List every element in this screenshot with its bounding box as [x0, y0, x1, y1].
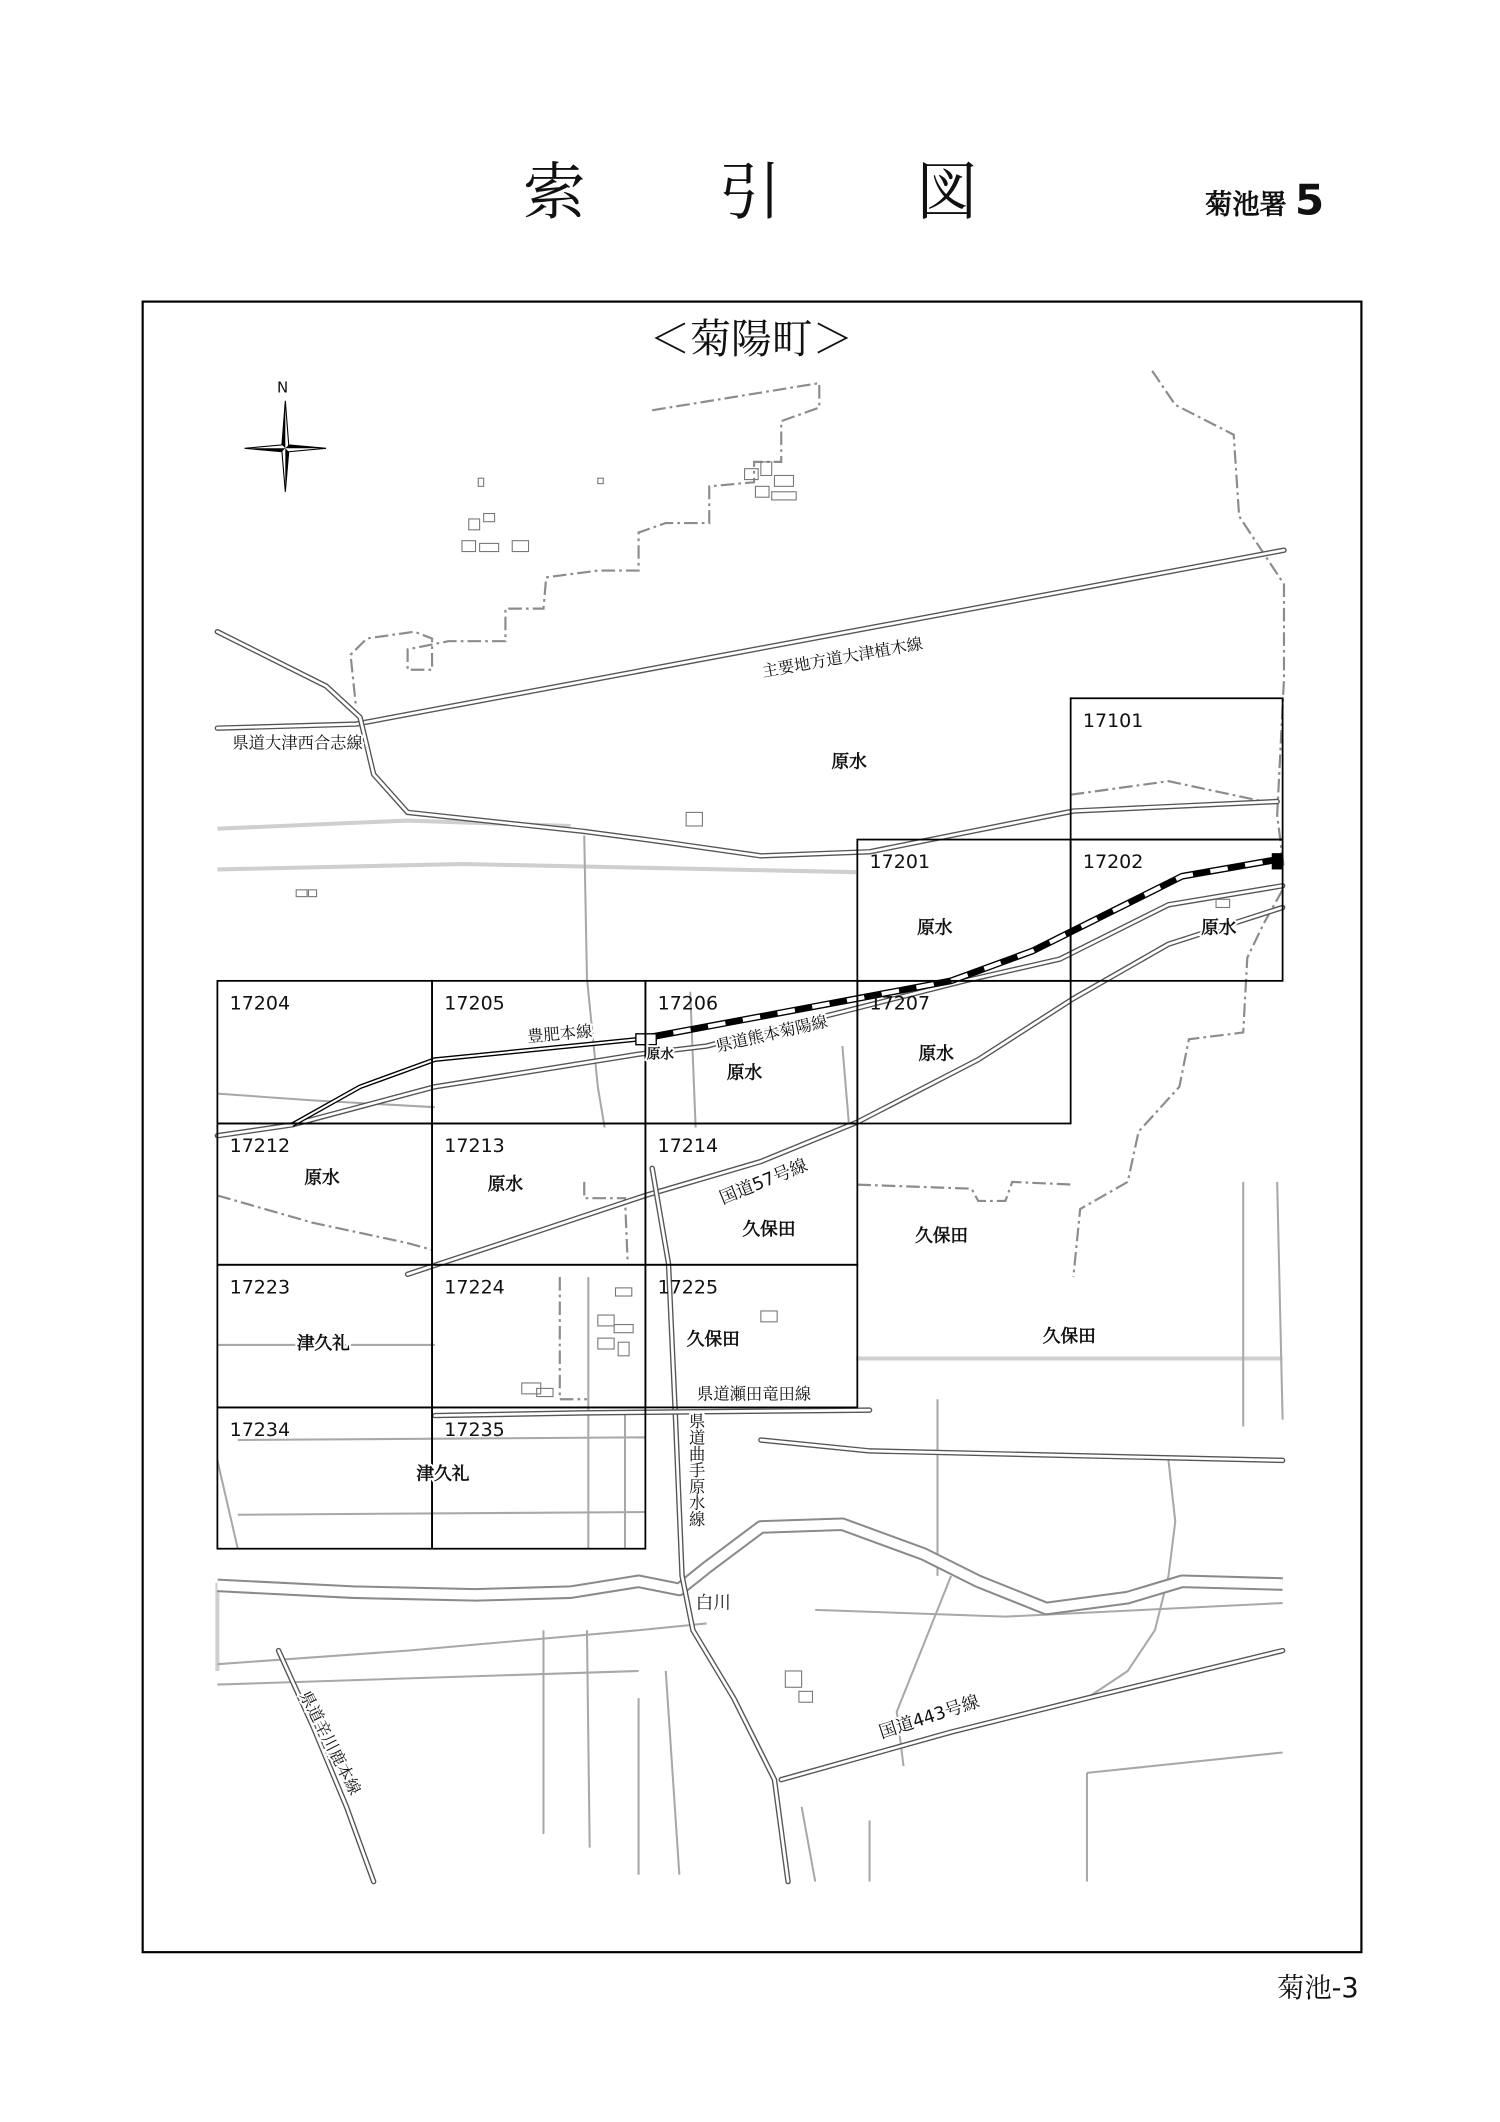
grid-label: 17212: [229, 1135, 291, 1158]
grid-label: 17224: [444, 1276, 505, 1299]
index-grid: [217, 698, 1282, 1548]
river-label: 白川: [695, 1593, 731, 1614]
grid-label: 17234: [229, 1418, 291, 1441]
place-name: 原水: [646, 1046, 674, 1063]
place-name: 久保田: [1042, 1327, 1096, 1348]
road-label-kumamoto-kikuyo: 県道熊本菊陽線: [714, 1011, 830, 1056]
grid-label: 17101: [1082, 709, 1144, 732]
road-label-hohi-line: 豊肥本線: [526, 1021, 594, 1047]
place-name: 久保田: [915, 1226, 969, 1247]
road-label-seta-tatsuta: 県道瀬田竜田線: [697, 1384, 812, 1404]
title-char-2: 引: [718, 155, 782, 229]
town-boundaries: [217, 371, 1284, 1399]
road-label-main-otsu-ueki: 主要地方道大津植木線: [760, 633, 925, 681]
place-name: 久保田: [686, 1329, 740, 1350]
road-label-route443: 国道443号線: [876, 1691, 983, 1744]
place-name: 津久礼: [296, 1334, 350, 1355]
minor-roads: [217, 821, 1282, 1882]
place-name: 原水: [304, 1168, 340, 1189]
road-label-magarite-haramizu: 県道曲手原水線: [686, 1412, 706, 1527]
grid-label: 17206: [657, 992, 719, 1015]
grid-label: 17225: [657, 1276, 719, 1299]
grid-label: 17213: [444, 1135, 505, 1158]
road-main-otsu-ueki: [217, 550, 1284, 728]
grid-label: 17235: [444, 1418, 505, 1441]
place-name: 原水: [487, 1175, 524, 1196]
grid-label: 17201: [869, 851, 931, 874]
title-char-3: 図: [915, 155, 979, 229]
station-label: 菊池署: [1205, 189, 1287, 221]
place-name: 原水: [1201, 918, 1237, 939]
page-number: 菊池-3: [1277, 1973, 1359, 2005]
road-label-otsu-nishigoshi: 県道大津西合志線: [232, 733, 363, 753]
place-name: 原水: [726, 1063, 763, 1084]
place-name: 原水: [831, 752, 867, 773]
grid-label: 17207: [869, 992, 931, 1015]
road-label-route57: 国道57号線: [716, 1155, 811, 1210]
place-name: 久保田: [742, 1219, 796, 1240]
place-name: 津久礼: [416, 1464, 470, 1485]
title-char-1: 索: [523, 155, 586, 229]
north-arrow-icon: [245, 401, 327, 492]
place-name: 原水: [917, 918, 953, 939]
map-frame: [143, 302, 1362, 1953]
road-labels: [229, 633, 983, 1799]
road-kumamoto-kikuyo: [217, 886, 1282, 1136]
grid-label: 17214: [657, 1135, 719, 1158]
grid-label: 17204: [229, 992, 291, 1015]
station-end-icon: [1272, 853, 1283, 869]
grid-label: 17205: [444, 992, 505, 1015]
place-name: 原水: [918, 1044, 954, 1065]
grid-label: 17202: [1082, 851, 1144, 874]
road-label-karakawa-kamoto: 県道辛川鹿本線: [295, 1687, 365, 1799]
town-label: ＜菊陽町＞: [649, 315, 854, 364]
river-shirakawa: [217, 1524, 1282, 1608]
major-roads: [217, 550, 1284, 1881]
north-label: N: [277, 378, 289, 397]
grid-label: 17223: [229, 1276, 291, 1299]
station-number: 5: [1294, 175, 1325, 225]
